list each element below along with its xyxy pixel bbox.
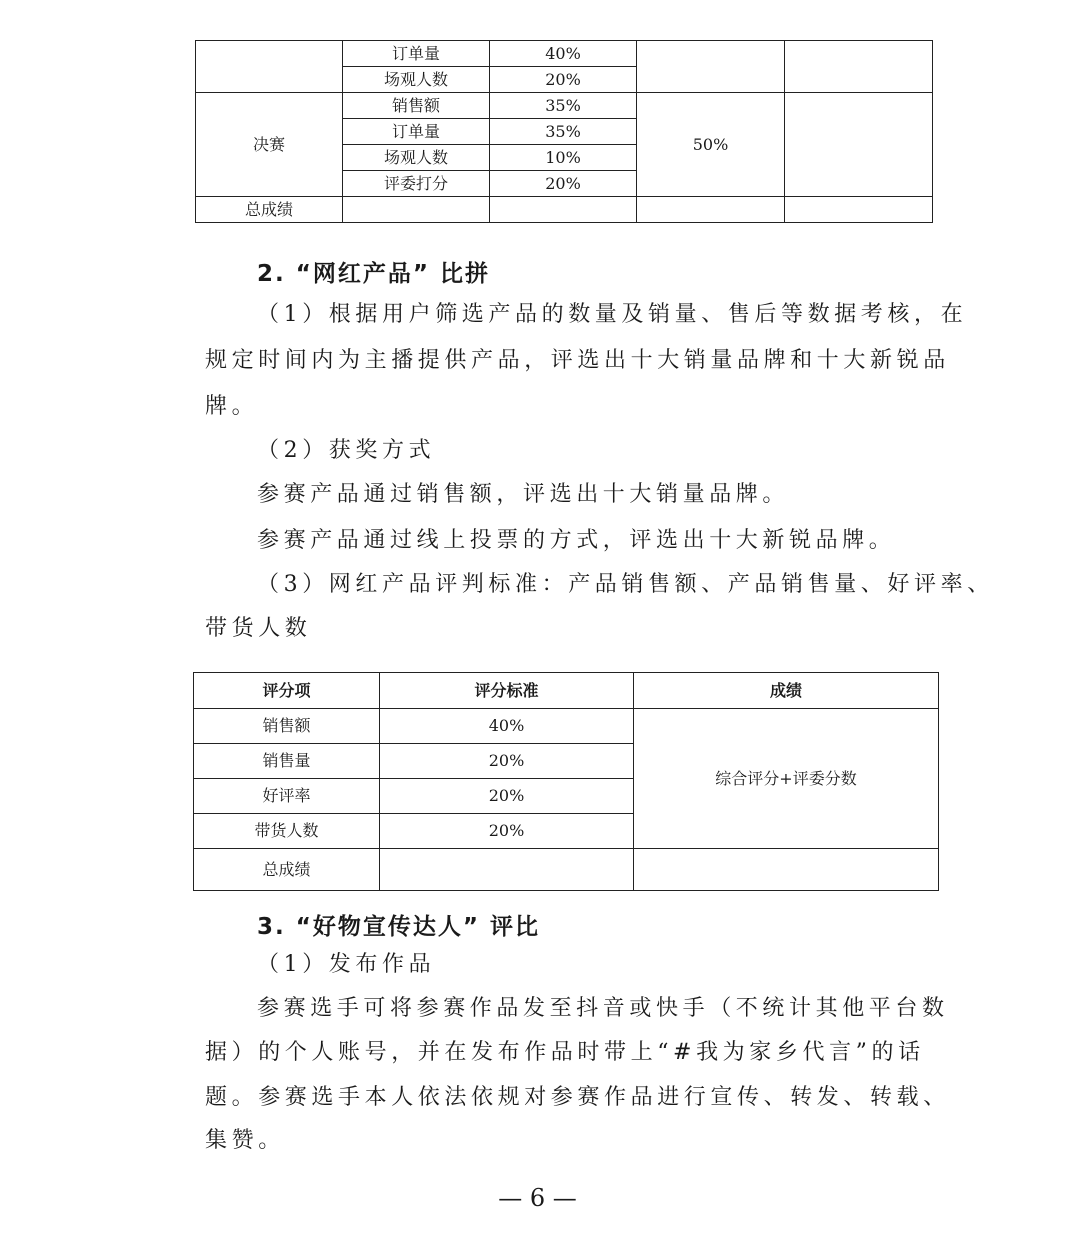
table-row-total: [194, 849, 939, 891]
score-weight-cell: 35%: [490, 119, 637, 145]
table-row-total: [196, 197, 933, 223]
section-heading: 3. “好物宣传达人” 评比: [257, 914, 540, 940]
empty-cell: [634, 849, 939, 891]
score-weight-cell: 10%: [490, 145, 637, 171]
score-weight-cell: 20%: [380, 779, 634, 814]
table-row: [196, 93, 933, 119]
score-weight-cell: 20%: [490, 171, 637, 197]
score-result-cell: [785, 93, 933, 197]
paragraph-line: （1）根据用户筛选产品的数量及销量、售后等数据考核，在: [257, 302, 968, 327]
score-weight-cell: 20%: [380, 744, 634, 779]
paragraph-line: （2）获奖方式: [257, 438, 436, 463]
paragraph-line: （1）发布作品: [257, 952, 436, 977]
paragraph-line: 据）的个人账号，并在发布作品时带上“#我为家乡代言”的话: [205, 1040, 925, 1065]
empty-cell: [490, 197, 637, 223]
page-number: — 6 —: [498, 1184, 577, 1212]
paragraph-line: （3）网红产品评判标准：产品销售额、产品销售量、好评率、: [257, 572, 994, 597]
empty-cell: [785, 197, 933, 223]
paragraph-line: 题。参赛选手本人依法依规对参赛作品进行宣传、转发、转载、: [205, 1085, 950, 1110]
score-weight-cell: 35%: [490, 93, 637, 119]
table-row: [196, 41, 933, 67]
section-heading: 2. “网红产品” 比拼: [257, 261, 490, 287]
table-header-row: [194, 673, 939, 709]
score-weight-cell: 20%: [490, 67, 637, 93]
empty-cell: [343, 197, 490, 223]
table-row: [194, 709, 939, 744]
score-item-cell: 销售额: [343, 93, 490, 119]
score-weight-cell: 40%: [490, 41, 637, 67]
score-item-cell: 订单量: [343, 119, 490, 145]
score-item-cell: 评委打分: [343, 171, 490, 197]
paragraph-line: 参赛选手可将参赛作品发至抖音或快手（不统计其他平台数: [257, 996, 949, 1021]
paragraph-line: 牌。: [205, 394, 259, 419]
score-item-cell: 场观人数: [343, 67, 490, 93]
empty-cell: [380, 849, 634, 891]
internet-product-score-table: [193, 672, 939, 891]
score-item-cell: 场观人数: [343, 145, 490, 171]
paragraph-line: 带货人数: [205, 616, 312, 641]
score-item-cell: 订单量: [343, 41, 490, 67]
score-result-cell: [785, 41, 933, 93]
semifinal-final-score-table: [195, 40, 933, 223]
empty-cell: [637, 197, 785, 223]
paragraph-line: 参赛产品通过线上投票的方式，评选出十大新锐品牌。: [257, 528, 896, 553]
paragraph-line: 规定时间内为主播提供产品，评选出十大销量品牌和十大新锐品: [205, 348, 950, 373]
score-item-cell: 好评率: [194, 779, 380, 814]
score-item-cell: 带货人数: [194, 814, 380, 849]
stage-cell: [196, 41, 343, 93]
score-item-cell: 销售额: [194, 709, 380, 744]
column-header: 评分标准: [380, 673, 634, 709]
score-note-cell: 综合评分+评委分数: [634, 709, 939, 849]
stage-weight-cell: 50%: [637, 93, 785, 197]
stage-weight-cell: [637, 41, 785, 93]
column-header: 评分项: [194, 673, 380, 709]
score-item-cell: 销售量: [194, 744, 380, 779]
column-header: 成绩: [634, 673, 939, 709]
total-label-cell: 总成绩: [194, 849, 380, 891]
paragraph-line: 参赛产品通过销售额，评选出十大销量品牌。: [257, 482, 790, 507]
total-label-cell: 总成绩: [196, 197, 343, 223]
score-weight-cell: 20%: [380, 814, 634, 849]
score-weight-cell: 40%: [380, 709, 634, 744]
paragraph-line: 集赞。: [205, 1128, 285, 1153]
stage-cell-final: 决赛: [196, 93, 343, 197]
